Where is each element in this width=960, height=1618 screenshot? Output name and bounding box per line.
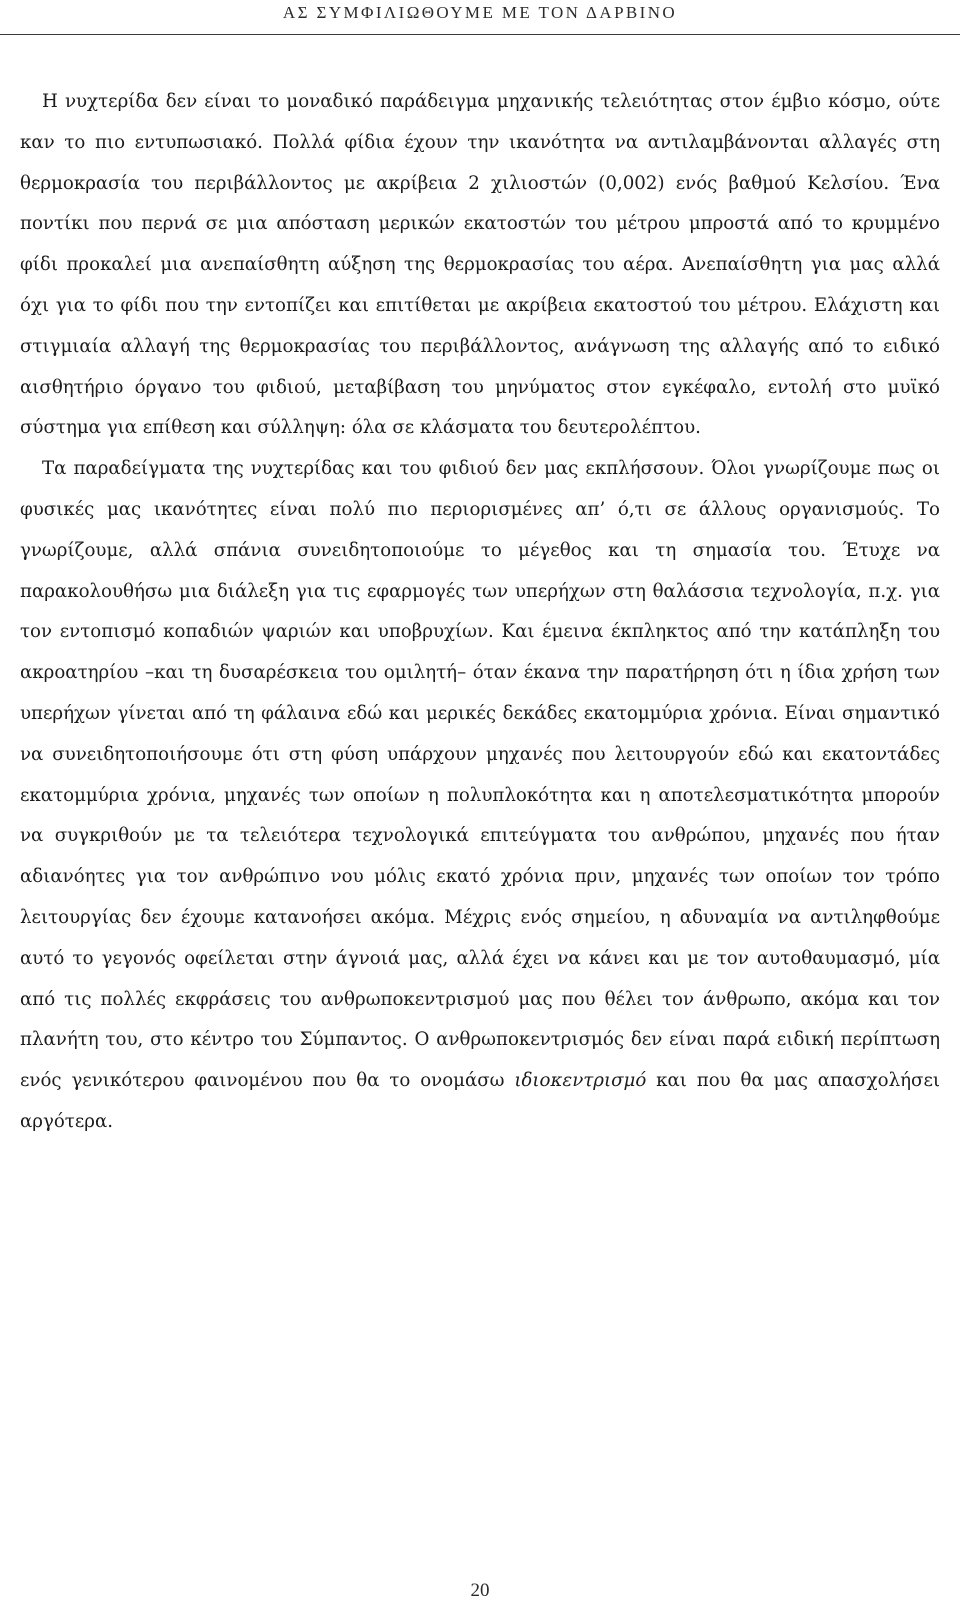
- paragraph-2: [20, 449, 940, 1143]
- paragraph-2-text-end: και που θα μας απασχολήσει αργότερα.: [20, 1070, 941, 1132]
- running-header-title: ΑΣ ΣΥΜΦΙΛΙΩΘΟΥΜΕ ΜΕ ΤΟΝ ΔΑΡΒΙΝΟ: [282, 3, 678, 22]
- page-number: 20: [470, 1580, 490, 1601]
- body-text: [20, 82, 940, 1143]
- paragraph-2-text-start: Τα παραδείγματα της νυχτερίδας και του φιδιού δεν μας εκπλήσσουν. Όλοι γνωρίζουμε πως οι φυσικές μας ικανότητες είναι πολύ πιο περιορισμένες απ’ ό,τι σε άλλους οργανισμούς. Το γνωρίζουμε, αλλά σπάνια συνειδητοποιούμε το μέγεθος και τη σημασία του. Έτυχε να παρακολουθήσω μια διάλεξη για τις εφαρμογές των υπερήχων στη θαλάσσια τεχνολογία, π.χ. για τον εντοπισμό κοπαδιών ψαριών και υποβρυχίων. Και έμεινα έκπληκτος από την κατάπληξη του ακροατηρίου –και τη δυσαρέσκεια του ομιλητή– όταν έκανα την παρατήρηση ότι η ίδια χρήση των υπερήχων γίνεται από τη φάλαινα εδώ και μερικές δεκάδες εκατομμύρια χρόνια. Είναι σημαντικό να συνειδητοποιήσουμε ότι στη φύση υπάρχουν μηχανές που λειτουργούν εδώ και εκατοντάδες εκατομμύρια χρόνια, μηχανές των οποίων η πολυπλοκότητα και η αποτελεσματικότητα μπορούν να συγκριθούν με τα τελειότερα τεχνολογικά επιτεύγματα του ανθρώπου, μηχανές που ήταν αδιανόητες για τον ανθρώπινο νου μόλις εκατό χρόνια πριν, μηχανές των οποίων τον τρόπο λειτουργίας δεν έχουμε κατανοήσει ακόμα. Μέχρις ενός σημείου, η αδυναμία να αντιληφθούμε αυτό το γεγονός οφείλεται στην άγνοιά μας, αλλά έχει να κάνει και με τον αυτοθαυμασμό, μία από τις πολλές εκφράσεις του ανθρωποκεντρισμού μας που θέλει τον άνθρωπο, ακόμα και τον πλανήτη του, στο κέντρο του Σύμπαντος. Ο ανθρωποκεντρισμός δεν είναι παρά ειδική περίπτωση ενός γενικότερου φαινομένου που θα το ονομάσω: [20, 458, 940, 1092]
- header-divider: [0, 34, 960, 35]
- paragraph-2-italic-term: ιδιοκεντρισμό: [514, 1070, 647, 1092]
- paragraph-1: Η νυχτερίδα δεν είναι το μοναδικό παράδειγμα μηχανικής τελειότητας στον έμβιο κόσμο, ούτε καν το πιο εντυπωσιακό. Πολλά φίδια έχουν την ικανότητα να αντιλαμβάνονται αλλαγές στη θερμοκρασία του περιβάλλοντος με ακρίβεια 2 χιλιοστών (0,002) ενός βαθμού Κελσίου. Ένα ποντίκι που περνά σε μια απόσταση μερικών εκατοστών του μέτρου μπροστά από το κρυμμένο φίδι προκαλεί μια ανεπαίσθητη αύξηση της θερμοκρασίας του αέρα. Ανεπαίσθητη για μας αλλά όχι για το φίδι που την εντοπίζει και επιτίθεται με ακρίβεια εκατοστού του μέτρου. Ελάχιστη και στιγμιαία αλλαγή της θερμοκρασίας του περιβάλλοντος, ανάγνωση της αλλαγής από το ειδικό αισθητήριο όργανο του φιδιού, μεταβίβαση του μηνύματος στον εγκέφαλο, εντολή στο μυϊκό σύστημα για επίθεση και σύλληψη: όλα σε κλάσματα του δευτερολέπτου.: [20, 91, 940, 439]
